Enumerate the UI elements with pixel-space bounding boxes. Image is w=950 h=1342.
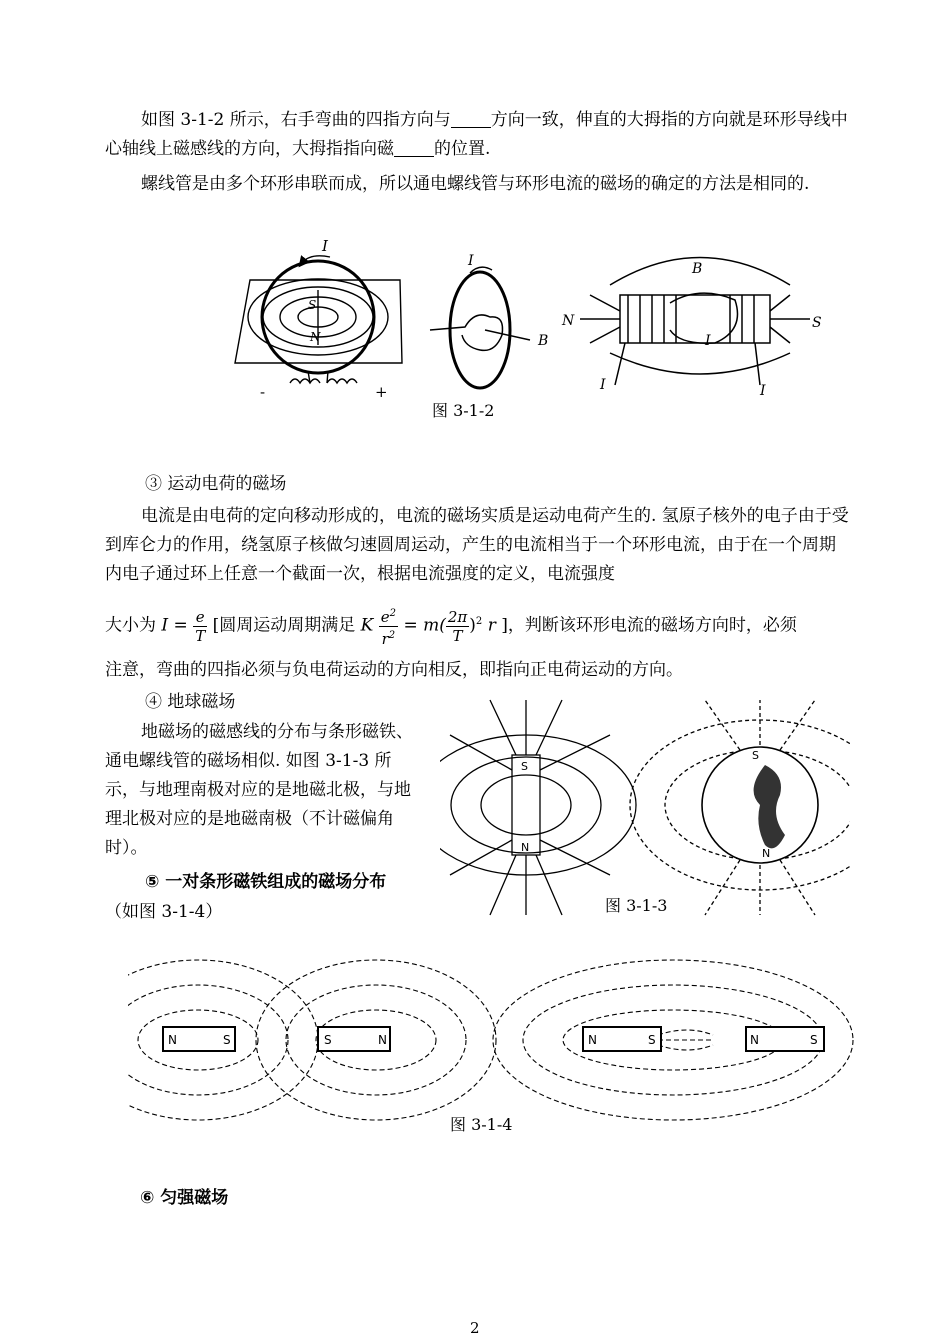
section-4-title: ④ 地球磁场: [145, 692, 236, 712]
caption-3-1-4: 图 3-1-4: [450, 1115, 513, 1134]
left-pair-N1: N: [168, 1033, 177, 1047]
label-N-solenoid: N: [562, 313, 575, 329]
right-pair-N2: N: [750, 1033, 759, 1047]
caption-3-1-2: 图 3-1-2: [432, 401, 495, 420]
earth-S: S: [752, 749, 759, 762]
label-B-hand: B: [538, 333, 549, 349]
section-3-title: ③ 运动电荷的磁场: [145, 474, 287, 494]
left-pair-N2: N: [378, 1033, 387, 1047]
page-number: 2: [470, 1319, 480, 1337]
figure-3-1-2: [230, 235, 850, 415]
right-pair-N1: N: [588, 1033, 597, 1047]
paragraph-right-hand-rule: 如图 3-1-2 所示，右手弯曲的四指方向与 方向一致，伸直的大拇指的方向就是环形导线中心轴线上磁感线的方向，大拇指指向磁 的位置.: [105, 110, 848, 159]
label-S-solenoid: S: [812, 315, 822, 331]
label-plus: +: [375, 383, 388, 401]
earth-N: N: [762, 847, 771, 860]
paragraph-note: 注意，弯曲的四指必须与负电荷运动的方向相反，即指向正电荷运动的方向。: [105, 660, 683, 680]
label-I-loop: I: [322, 237, 328, 255]
label-I-solenoid: I: [705, 333, 711, 349]
label-minus: -: [260, 383, 266, 401]
figure-3-1-3: [440, 695, 850, 920]
left-pair-S1: S: [223, 1033, 231, 1047]
paragraph-earth-field: 地磁场的磁感线的分布与条形磁铁、通电螺线管的磁场相似. 如图 3-1-3 所示，与地理南极对应的是地磁北极，与地理北极对应的是地磁南极（不计磁偏角时）。: [105, 722, 413, 858]
ring-current-figure: [235, 256, 402, 383]
fraction-2pi-over-T: $\frac{2\pi}{T}$: [447, 607, 468, 645]
right-pair-S2: S: [810, 1033, 818, 1047]
bar-magnet-N: N: [521, 841, 530, 854]
bar-magnet-S: S: [521, 760, 528, 773]
left-pair-S2: S: [324, 1033, 332, 1047]
paragraph-moving-charge: 电流是由电荷的定向移动形成的，电流的磁场实质是运动电荷产生的. 氢原子核外的电子由于受到库仑力的作用，绕氢原子核做匀速圆周运动，产生的电流相当于一个环形电流，由于在一个周期内电子通过环上任意一个截面一次，根据电流强度的定义，电流强度: [105, 506, 849, 584]
label-I-hand: I: [468, 253, 474, 269]
formula-line: 大小为 I = $\frac{e}{T}$ [圆周运动周期满足 K $\frac{e^2}{r^2}$ = m( $\frac{2\pi}{T}$ )$^2$ r ]，判断该环形电流的磁场方向时，必须: [105, 594, 865, 650]
section-5-title: ⑤ 一对条形磁铁组成的磁场分布: [145, 872, 387, 892]
hand-loop-figure: [430, 267, 530, 388]
label-I-lead-left: I: [600, 377, 606, 393]
fraction-e2-over-r2: $\frac{e^2}{r^2}$: [379, 605, 398, 648]
label-N-loop: N: [310, 330, 321, 344]
label-B-solenoid: B: [692, 261, 703, 277]
fill-blank-2[interactable]: [394, 138, 434, 157]
label-I-lead-right: I: [760, 383, 766, 399]
section-5-subtitle: （如图 3-1-4）: [105, 902, 223, 922]
figure-3-1-4: [128, 945, 858, 1125]
section-6-title: ⑥ 匀强磁场: [140, 1188, 229, 1208]
fraction-e-over-T: $\frac{e}{T}$: [195, 607, 206, 645]
paragraph-solenoid: 螺线管是由多个环形串联而成，所以通电螺线管与环形电流的磁场的确定的方法是相同的.: [141, 174, 810, 194]
fill-blank-1[interactable]: [451, 109, 491, 128]
bar-magnet-field: [440, 700, 636, 915]
label-S-loop: S: [308, 298, 317, 312]
caption-3-1-3: 图 3-1-3: [605, 896, 668, 915]
right-pair-S1: S: [648, 1033, 656, 1047]
